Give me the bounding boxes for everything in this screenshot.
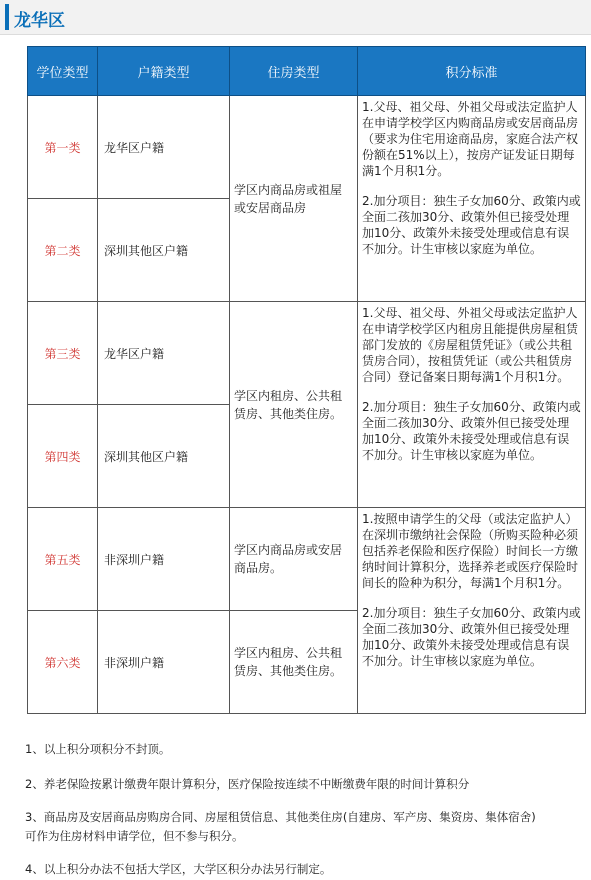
degree-type-cell: 第三类 bbox=[28, 302, 98, 405]
note-4: 4、以上积分办法不包括大学区，大学区积分办法另行制定。 bbox=[25, 862, 332, 876]
header-degree-type: 学位类型 bbox=[28, 47, 98, 96]
standard-base-text: 1.按照申请学生的父母（或法定监护人）在深圳市缴纳社会保险（所购买险种必须包括养老保险和医疗保险）时间长一方缴纳时间计算积分，选择养老或医疗保险时间长的险种为积分，每满1个月积1分。 bbox=[362, 512, 579, 590]
degree-type-cell: 第一类 bbox=[28, 96, 98, 199]
header-accent-bar bbox=[5, 4, 9, 30]
degree-type-cell: 第五类 bbox=[28, 508, 98, 611]
header-housing-type: 住房类型 bbox=[230, 47, 358, 96]
huji-cell: 非深圳户籍 bbox=[98, 611, 230, 714]
table-row bbox=[28, 96, 586, 199]
standard-cell bbox=[358, 302, 586, 508]
housing-cell: 学区内商品房或安居商品房。 bbox=[230, 508, 358, 611]
note-1: 1、以上积分项积分不封顶。 bbox=[25, 742, 171, 756]
housing-cell: 学区内租房、公共租赁房、其他类住房。 bbox=[230, 611, 358, 714]
points-table bbox=[27, 46, 586, 714]
degree-type-cell: 第四类 bbox=[28, 405, 98, 508]
degree-type-cell: 第六类 bbox=[28, 611, 98, 714]
note-3-continued: 可作为住房材料申请学位，但不参与积分。 bbox=[25, 829, 244, 843]
degree-type-cell: 第二类 bbox=[28, 199, 98, 302]
standard-bonus-text: 2.加分项目：独生子女加60分、政策内或全面二孩加30分、政策外但已接受处理加10分、政策外未接受处理或信息有误不加分。计生审核以家庭为单位。 bbox=[362, 194, 581, 256]
standard-bonus-text: 2.加分项目：独生子女加60分、政策内或全面二孩加30分、政策外但已接受处理加10分、政策外未接受处理或信息有误不加分。计生审核以家庭为单位。 bbox=[362, 400, 581, 462]
table-header-row bbox=[28, 47, 586, 96]
standard-cell bbox=[358, 96, 586, 302]
table-row bbox=[28, 508, 586, 611]
section-title: 龙华区 bbox=[14, 11, 65, 31]
huji-cell: 深圳其他区户籍 bbox=[98, 199, 230, 302]
huji-cell: 龙华区户籍 bbox=[98, 302, 230, 405]
housing-cell: 学区内租房、公共租赁房、其他类住房。 bbox=[230, 302, 358, 508]
housing-cell: 学区内商品房或祖屋或安居商品房 bbox=[230, 96, 358, 302]
huji-cell: 深圳其他区户籍 bbox=[98, 405, 230, 508]
standard-base-text: 1.父母、祖父母、外祖父母或法定监护人在申请学校学区内购商品房或安居商品房（要求为住宅用途商品房，家庭合法产权份额在51%以上），按房产证发证日期每满1个月积1分。 bbox=[362, 100, 579, 178]
header-points-standard: 积分标准 bbox=[358, 47, 586, 96]
standard-base-text: 1.父母、祖父母、外祖父母或法定监护人在申请学校学区内租房且能提供房屋租赁部门发放的《房屋租赁凭证》（或公共租赁房合同），按租赁凭证（或公共租赁房合同）登记备案日期每满1个月积1分。 bbox=[362, 306, 579, 384]
note-2: 2、养老保险按累计缴费年限计算积分，医疗保险按连续不中断缴费年限的时间计算积分 bbox=[25, 777, 470, 791]
table-row bbox=[28, 302, 586, 405]
standard-cell bbox=[358, 508, 586, 714]
huji-cell: 龙华区户籍 bbox=[98, 96, 230, 199]
header-huji-type: 户籍类型 bbox=[98, 47, 230, 96]
note-3: 3、商品房及安居商品房购房合同、房屋租赁信息、其他类住房(自建房、军产房、集资房、集体宿舍) bbox=[25, 810, 536, 824]
section-header bbox=[0, 0, 591, 35]
huji-cell: 非深圳户籍 bbox=[98, 508, 230, 611]
standard-bonus-text: 2.加分项目：独生子女加60分、政策内或全面二孩加30分、政策外但已接受处理加10分、政策外未接受处理或信息有误不加分。计生审核以家庭为单位。 bbox=[362, 606, 581, 668]
